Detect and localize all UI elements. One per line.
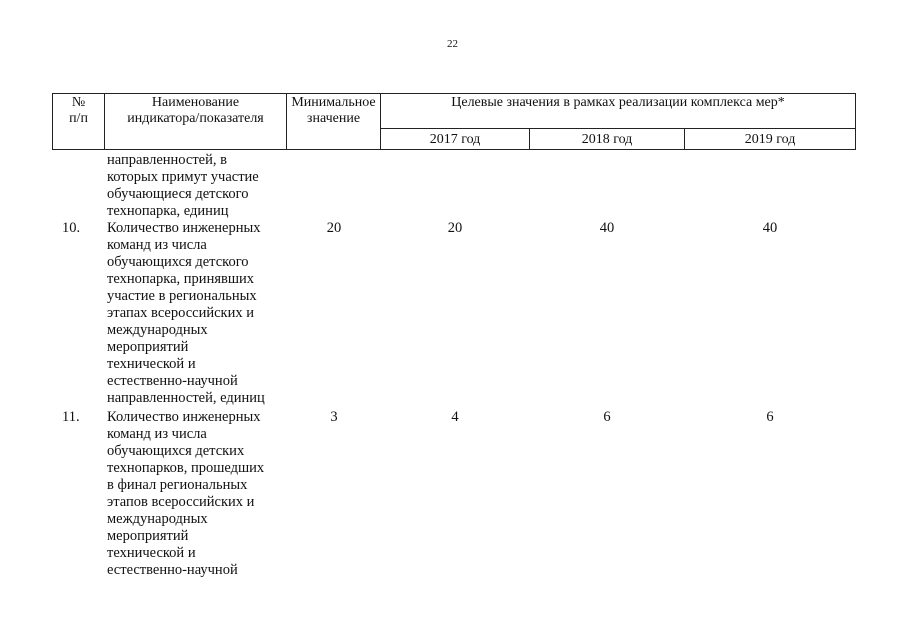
value-2018: 40 [599,220,615,236]
column-header-indicator-name: Наименование индикатора/показателя [105,94,287,150]
row-number: 10. [62,220,81,236]
value-2018: 6 [603,409,611,425]
value-2017: 20 [447,220,463,236]
minimum-value: 20 [326,220,342,236]
column-header-target-values: Целевые значения в рамках реализации комплекса мер* [381,94,856,129]
column-header-year-2017: 2017 год [381,129,530,150]
column-header-year-2018: 2018 год [530,129,685,150]
continued-indicator-text: направленностей, в которых примут участие обучающиеся детского технопарка, единиц [107,152,259,219]
row-number: 11. [62,409,80,425]
column-header-minimum-value: Минимальное значение [287,94,381,150]
indicator-name: Количество инженерных команд из числа обучающихся детских технопарков, прошедших в финал региональных этапов всероссийских и международных мероприятий технической и естественно-научной [107,409,265,578]
indicator-name: Количество инженерных команд из числа обучающихся детского технопарка, принявших участие в региональных этапах всероссийских и международных мероприятий технической и естественно-научной направленностей, единиц [107,220,265,406]
value-2019: 6 [766,409,774,425]
column-header-number: № п/п [53,94,105,150]
value-2017: 4 [451,409,459,425]
column-header-year-2019: 2019 год [685,129,856,150]
table-header [52,93,856,150]
value-2019: 40 [762,220,778,236]
minimum-value: 3 [330,409,338,425]
page-number: 22 [447,38,458,50]
